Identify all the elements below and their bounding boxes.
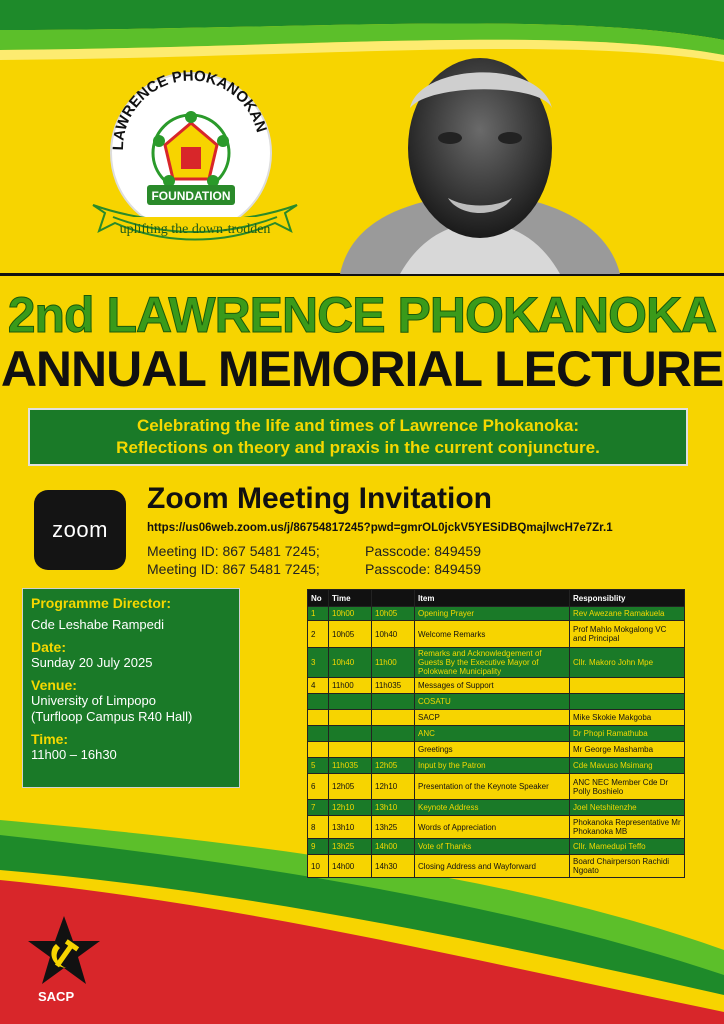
foundation-logo [85, 55, 305, 265]
logo-banner-text: FOUNDATION [151, 189, 231, 203]
agenda-item: Welcome Remarks [415, 621, 570, 648]
schedule-body [308, 607, 685, 878]
row-number: 4 [308, 678, 329, 694]
start-time [329, 726, 372, 742]
start-time: 13h25 [329, 839, 372, 855]
event-title-line1: 2nd LAWRENCE PHOKANOKA [7, 287, 717, 343]
row-number: 8 [308, 816, 329, 839]
row-number: 5 [308, 758, 329, 774]
logo-ribbon-text: uplifting the down-trodden [119, 222, 271, 237]
agenda-item: Keynote Address [415, 800, 570, 816]
time-label: Time: [31, 731, 69, 747]
director-name: Cde Leshabe Rampedi [31, 617, 164, 632]
end-time: 10h40 [372, 621, 415, 648]
responsible-person [570, 678, 685, 694]
agenda-item: Vote of Thanks [415, 839, 570, 855]
date-value: Sunday 20 July 2025 [31, 655, 153, 670]
start-time: 12h10 [329, 800, 372, 816]
programme-info-box [22, 588, 240, 788]
venue-line1: University of Limpopo [31, 693, 156, 708]
schedule-row [308, 678, 685, 694]
agenda-item: Greetings [415, 742, 570, 758]
row-number: 7 [308, 800, 329, 816]
start-time [329, 694, 372, 710]
schedule-row [308, 742, 685, 758]
row-number: 3 [308, 648, 329, 678]
subtitle-line2: Reflections on theory and praxis in the current conjuncture. [116, 438, 600, 457]
responsible-person: Rev Awezane Ramakuela [570, 607, 685, 621]
row-number: 9 [308, 839, 329, 855]
row-number [308, 726, 329, 742]
director-label: Programme Director: [31, 595, 172, 611]
schedule-row [308, 607, 685, 621]
schedule-row [308, 710, 685, 726]
sacp-star-logo [26, 914, 102, 988]
responsible-person: ANC NEC Member Cde Dr Polly Boshielo [570, 774, 685, 800]
responsible-person: Mike Skokie Makgoba [570, 710, 685, 726]
start-time: 10h40 [329, 648, 372, 678]
header-item: Item [415, 590, 570, 607]
start-time: 11h00 [329, 678, 372, 694]
agenda-item: Messages of Support [415, 678, 570, 694]
agenda-item: Closing Address and Wayforward [415, 855, 570, 878]
venue-label: Venue: [31, 677, 77, 693]
responsible-person: Cllr. Makoro John Mpe [570, 648, 685, 678]
end-time [372, 694, 415, 710]
zoom-link[interactable]: https://us06web.zoom.us/j/86754817245?pwd=gmrOL0jckV5YESiDBQmajlwcH7e7Zr.1 [147, 522, 613, 534]
schedule-row [308, 839, 685, 855]
start-time: 12h05 [329, 774, 372, 800]
row-number: 2 [308, 621, 329, 648]
agenda-item: Input by the Patron [415, 758, 570, 774]
responsible-person: Phokanoka Representative Mr Phokanoka MB [570, 816, 685, 839]
passcode: Passcode: 849459 [365, 561, 481, 577]
event-title-line2: ANNUAL MEMORIAL LECTURE [0, 341, 724, 397]
responsible-person: Joel Netshitenzhe [570, 800, 685, 816]
responsible-person: Mr George Mashamba [570, 742, 685, 758]
venue-line2: (Turfloop Campus R40 Hall) [31, 709, 193, 724]
end-time: 12h05 [372, 758, 415, 774]
agenda-item: ANC [415, 726, 570, 742]
passcode: Passcode: 849459 [365, 543, 481, 559]
agenda-item: SACP [415, 710, 570, 726]
zoom-details-row [147, 543, 481, 559]
subtitle-box [28, 408, 688, 466]
end-time [372, 726, 415, 742]
responsible-person: Dr Phopi Ramathuba [570, 726, 685, 742]
start-time [329, 710, 372, 726]
start-time: 10h05 [329, 621, 372, 648]
agenda-item: Words of Appreciation [415, 816, 570, 839]
schedule-row [308, 648, 685, 678]
start-time [329, 742, 372, 758]
end-time: 11h035 [372, 678, 415, 694]
schedule-row [308, 694, 685, 710]
schedule-table [307, 589, 685, 878]
responsible-person [570, 694, 685, 710]
sacp-label: SACP [38, 989, 75, 1004]
end-time [372, 710, 415, 726]
portrait-photo [330, 48, 625, 274]
end-time: 13h10 [372, 800, 415, 816]
schedule-row [308, 726, 685, 742]
logo-arc-text: LAWRENCE PHOKANOKAN [109, 67, 270, 151]
schedule-row [308, 800, 685, 816]
meeting-id: Meeting ID: 867 5481 7245; [147, 561, 320, 577]
header-responsibility: Responsiblity [570, 590, 685, 607]
responsible-person: Cde Mavuso Msimang [570, 758, 685, 774]
header-time: Time [329, 590, 372, 607]
agenda-item: Presentation of the Keynote Speaker [415, 774, 570, 800]
meeting-id: Meeting ID: 867 5481 7245; [147, 543, 320, 559]
row-number: 10 [308, 855, 329, 878]
agenda-item: Opening Prayer [415, 607, 570, 621]
start-time: 11h035 [329, 758, 372, 774]
date-label: Date: [31, 639, 67, 655]
row-number [308, 710, 329, 726]
end-time [372, 742, 415, 758]
agenda-item: COSATU [415, 694, 570, 710]
row-number [308, 694, 329, 710]
schedule-row [308, 816, 685, 839]
responsible-person: Prof Mahlo Mokgalong VC and Principal [570, 621, 685, 648]
row-number: 6 [308, 774, 329, 800]
start-time: 13h10 [329, 816, 372, 839]
end-time: 12h10 [372, 774, 415, 800]
start-time: 10h00 [329, 607, 372, 621]
schedule-header-row [308, 590, 685, 607]
schedule-row [308, 855, 685, 878]
subtitle-line1: Celebrating the life and times of Lawrence Phokanoka: [136, 416, 580, 435]
end-time: 10h05 [372, 607, 415, 621]
header-no: No [308, 590, 329, 607]
zoom-heading: Zoom Meeting Invitation [147, 482, 492, 515]
agenda-item: Remarks and Acknowledgement of Guests By the Executive Mayor of Polokwane Municipality [415, 648, 570, 678]
schedule-row [308, 758, 685, 774]
responsible-person: Board Chairperson Rachidi Ngoato [570, 855, 685, 878]
schedule-row [308, 621, 685, 648]
schedule-row [308, 774, 685, 800]
responsible-person: Cllr. Mamedupi Teffo [570, 839, 685, 855]
end-time: 11h00 [372, 648, 415, 678]
end-time: 14h00 [372, 839, 415, 855]
row-number [308, 742, 329, 758]
start-time: 14h00 [329, 855, 372, 878]
time-value: 11h00 – 16h30 [31, 747, 117, 762]
zoom-details-row [147, 561, 481, 577]
row-number: 1 [308, 607, 329, 621]
end-time: 13h25 [372, 816, 415, 839]
zoom-logo: zoom [34, 490, 126, 570]
end-time: 14h30 [372, 855, 415, 878]
header-time-end [372, 590, 415, 607]
